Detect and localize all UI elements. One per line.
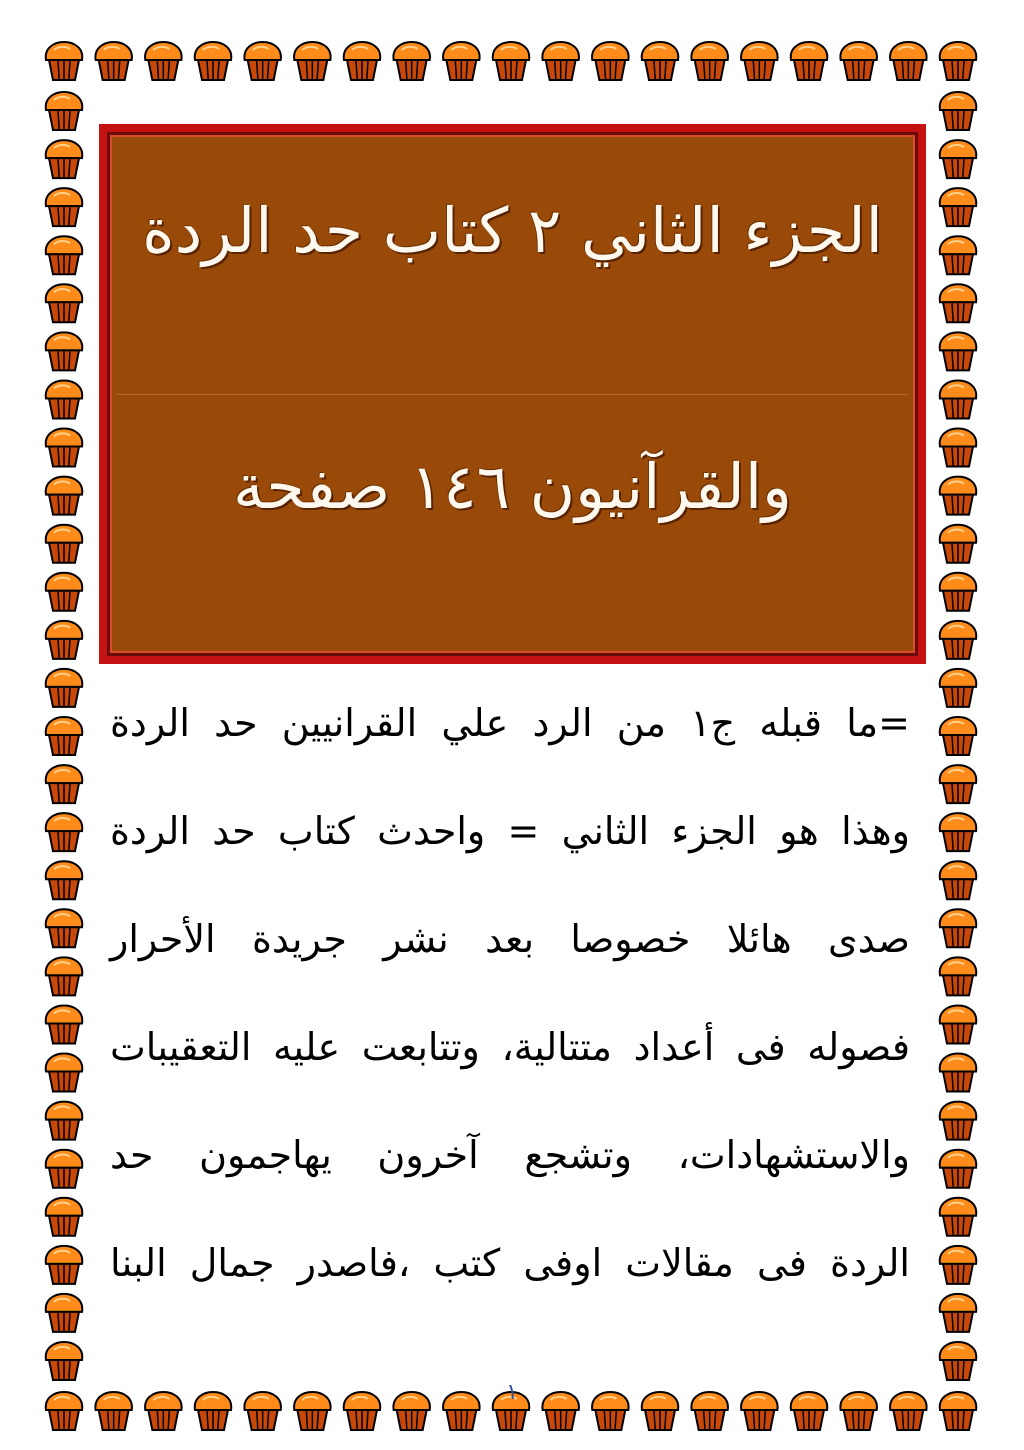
muffin-icon: [840, 42, 877, 80]
muffin-icon: [46, 92, 83, 130]
muffin-icon: [940, 861, 977, 899]
page-number: ١: [506, 1380, 518, 1405]
muffin-icon: [940, 669, 977, 707]
muffin-icon: [940, 573, 977, 611]
body-line-3: صدى هائلا خصوصا بعد نشر جريدة الأحرار: [110, 917, 910, 961]
muffin-icon: [244, 42, 281, 80]
muffin-icon: [46, 1102, 83, 1140]
muffin-icon: [940, 92, 977, 130]
body-line-4: فصوله فى أعداد متتالية، وتتابعت عليه التعقيبات: [110, 1025, 910, 1069]
muffin-icon: [940, 429, 977, 467]
title-panel: [99, 124, 926, 664]
muffin-icon: [46, 188, 83, 226]
body-line-1: =ما قبله ج١ من الرد علي القرانيين حد الردة: [110, 701, 910, 745]
muffin-icon: [940, 621, 977, 659]
muffin-icon: [940, 236, 977, 274]
muffin-icon: [46, 1198, 83, 1236]
muffin-icon: [542, 42, 579, 80]
muffin-icon: [940, 1150, 977, 1188]
muffin-icon: [940, 957, 977, 995]
body-line-5: والاستشهادات، وتشجع آخرون يهاجمون حد: [110, 1133, 910, 1177]
muffin-icon: [46, 957, 83, 995]
muffin-icon: [940, 1005, 977, 1043]
muffin-icon: [393, 42, 430, 80]
muffin-icon: [741, 42, 778, 80]
muffin-icon: [46, 525, 83, 563]
muffin-icon: [46, 1005, 83, 1043]
muffin-icon: [940, 1198, 977, 1236]
muffin-icon: [940, 765, 977, 803]
title-line-1: الجزء الثاني ٢ كتاب حد الردة: [142, 194, 883, 267]
muffin-icon: [95, 42, 132, 80]
muffin-icon: [46, 380, 83, 418]
muffin-icon: [493, 42, 530, 80]
muffin-icon: [642, 42, 679, 80]
muffin-icon: [940, 140, 977, 178]
muffin-icon: [890, 42, 927, 80]
muffin-icon: [46, 1246, 83, 1284]
muffin-icon: [46, 861, 83, 899]
muffin-icon: [46, 1294, 83, 1332]
muffin-icon: [46, 717, 83, 755]
muffin-icon: [46, 332, 83, 370]
muffin-icon: [46, 669, 83, 707]
muffin-icon: [940, 42, 977, 80]
muffin-icon: [940, 1246, 977, 1284]
muffin-icon: [592, 42, 629, 80]
body-text: [110, 688, 910, 1336]
muffin-icon: [46, 1054, 83, 1092]
muffin-icon: [46, 909, 83, 947]
body-line-2: وهذا هو الجزء الثاني = واحدث كتاب حد الردة: [110, 809, 910, 853]
muffin-icon: [46, 621, 83, 659]
muffin-icon: [791, 42, 828, 80]
muffin-icon: [46, 765, 83, 803]
muffin-icon: [46, 813, 83, 851]
muffin-icon: [46, 1342, 83, 1380]
muffin-icon: [46, 429, 83, 467]
muffin-icon: [46, 284, 83, 322]
body-line-6: الردة فى مقالات اوفى كتب ،فاصدر جمال البنا: [110, 1241, 910, 1285]
muffin-icon: [46, 477, 83, 515]
muffin-icon: [940, 380, 977, 418]
muffin-icon: [443, 42, 480, 80]
muffin-icon: [294, 42, 331, 80]
muffin-icon: [691, 42, 728, 80]
muffin-icon: [940, 332, 977, 370]
muffin-icon: [940, 717, 977, 755]
muffin-icon: [195, 42, 232, 80]
muffin-icon: [145, 42, 182, 80]
muffin-icon: [940, 1294, 977, 1332]
muffin-icon: [46, 140, 83, 178]
title-line-2: والقرآنيون ١٤٦ صفحة: [233, 450, 792, 523]
muffin-icon: [940, 525, 977, 563]
muffin-icon: [940, 1102, 977, 1140]
muffin-icon: [940, 1342, 977, 1380]
muffin-icon: [940, 284, 977, 322]
title-divider: [117, 394, 908, 395]
muffin-icon: [46, 573, 83, 611]
muffin-icon: [46, 236, 83, 274]
muffin-icon: [940, 813, 977, 851]
muffin-icon: [940, 477, 977, 515]
muffin-icon: [46, 42, 83, 80]
muffin-icon: [940, 188, 977, 226]
muffin-icon: [344, 42, 381, 80]
muffin-icon: [940, 1054, 977, 1092]
muffin-icon: [940, 909, 977, 947]
muffin-icon: [46, 1150, 83, 1188]
